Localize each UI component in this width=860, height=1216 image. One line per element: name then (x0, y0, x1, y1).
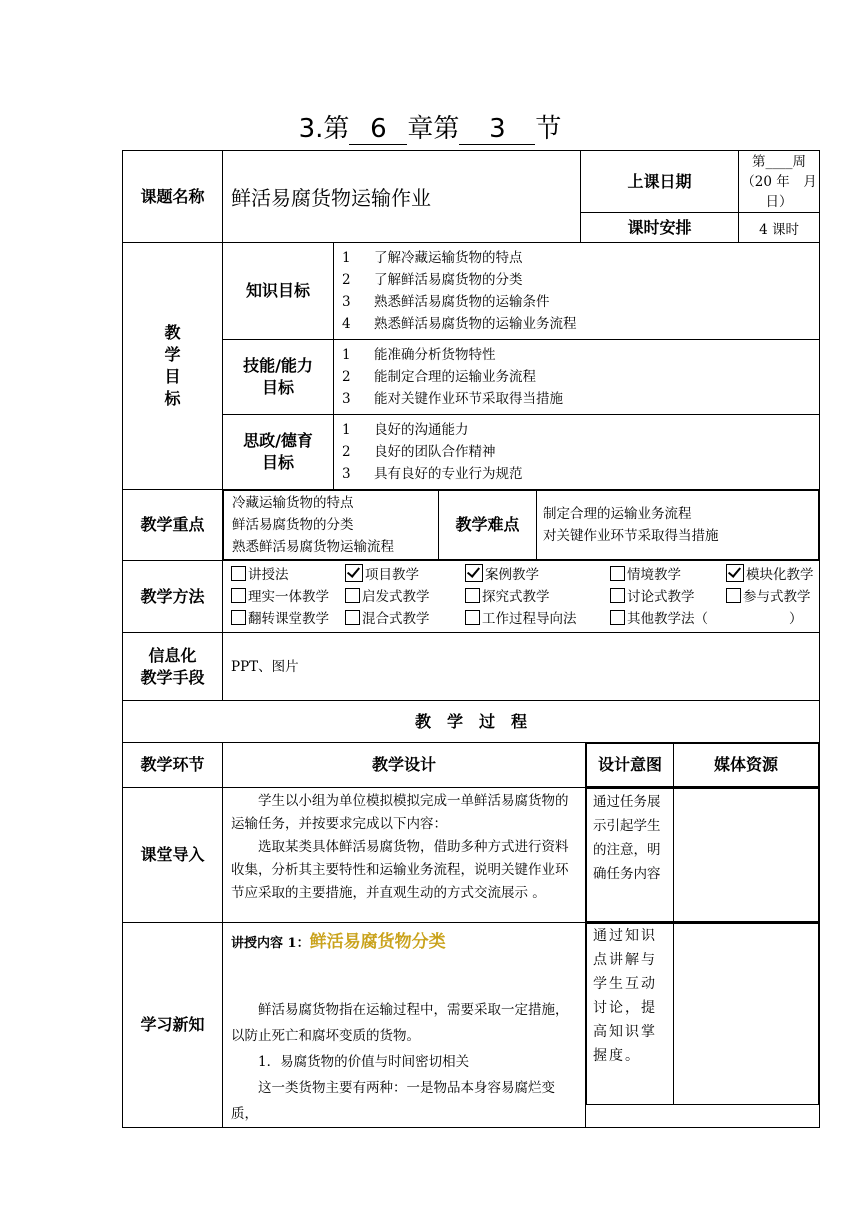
list-item: 3 熟悉鲜活易腐货物的运输条件 (342, 294, 550, 310)
knowledge-label: 知识目标 (223, 243, 334, 340)
hours-value: 4 课时 (739, 213, 820, 243)
method-label: 模块化教学 (746, 566, 814, 583)
intro-design: 学生以小组为单位模拟模拟完成一单鲜活易腐货物的运输任务，并按要求完成以下内容： 选取某类具体鲜活易腐货物，借助多种方式进行资料收集，分析其主要特性和运输业务流程，说明关键作业环节应采取的主要措施，并直观生动的方式交流展示 。 (223, 788, 586, 923)
focus-label: 教学重点 (123, 490, 223, 561)
checkbox-icon[interactable] (231, 566, 246, 581)
methods-row (231, 608, 819, 630)
skill-label: 技能/能力 目标 (223, 340, 334, 415)
checkbox-checked-icon[interactable] (345, 564, 363, 582)
lecture-label: 讲授内容 1： (231, 936, 310, 951)
process-heading: 教 学 过 程 (123, 701, 820, 743)
date-label: 上课日期 (581, 151, 739, 213)
moral-list (334, 415, 820, 490)
checkbox-icon[interactable] (345, 610, 360, 625)
list-item: 3 具有良好的专业行为规范 (342, 466, 523, 482)
checkbox-icon[interactable] (465, 610, 480, 625)
list-item: 4 熟悉鲜活易腐货物的运输业务流程 (342, 316, 577, 332)
checkbox-icon[interactable] (345, 588, 360, 603)
method-label: 理实一体教学 (248, 588, 329, 605)
checkbox-checked-icon[interactable] (726, 564, 744, 582)
checkbox-icon[interactable] (610, 610, 625, 625)
method-label: 讨论式教学 (627, 588, 695, 605)
method-label: 参与式教学 (743, 588, 811, 605)
difficulty-list: 制定合理的运输业务流程 对关键作业环节采取得当措施 (537, 491, 819, 560)
list-item: 1 了解冷藏运输货物的特点 (342, 250, 523, 266)
newknow-stage: 学习新知 (123, 923, 223, 1128)
method-option[interactable] (610, 608, 803, 630)
moral-label: 思政/德育 目标 (223, 415, 334, 490)
chapter-number: 6 (349, 114, 407, 145)
method-label: 启发式教学 (362, 588, 430, 605)
col-right-head (586, 743, 820, 788)
method-option[interactable] (345, 586, 465, 608)
objectives-label: 教 学 目 标 (123, 243, 223, 490)
method-label: 其他教学法（ ） (627, 610, 803, 627)
method-label: 探究式教学 (482, 588, 550, 605)
col-stage: 教学环节 (123, 743, 223, 788)
intro-stage: 课堂导入 (123, 788, 223, 923)
intro-media (674, 789, 819, 922)
method-option[interactable] (465, 586, 610, 608)
method-option[interactable] (231, 586, 345, 608)
checkbox-icon[interactable] (231, 610, 246, 625)
col-design: 教学设计 (223, 743, 586, 788)
focus-cell (223, 490, 820, 561)
method-option[interactable] (610, 564, 726, 586)
list-item: 1 能准确分析货物特性 (342, 347, 496, 363)
methods-row (231, 586, 819, 608)
method-option[interactable] (231, 564, 345, 586)
newknow-intent: 通过知识点讲解与学生互动讨论，提高知识掌握度。 (587, 924, 674, 1105)
newknow-right (586, 923, 820, 1128)
checkbox-icon[interactable] (465, 588, 480, 603)
method-option[interactable] (465, 564, 610, 586)
skill-list (334, 340, 820, 415)
lesson-plan-table (122, 150, 831, 1128)
col-intent: 设计意图 (587, 744, 674, 787)
date-line: （20 年 月 日） (741, 173, 831, 210)
methods-row (231, 564, 819, 586)
section-number: 3 (459, 114, 535, 145)
list-item: 2 了解鲜活易腐货物的分类 (342, 272, 523, 288)
method-option[interactable] (345, 564, 465, 586)
list-item: 1 良好的沟通能力 (342, 422, 469, 438)
list-item: 2 能制定合理的运输业务流程 (342, 369, 536, 385)
newknow-design: 讲授内容 1：鲜活易腐货物分类 鲜活易腐货物指在运输过程中，需要采取一定措施，以防止死亡和腐坏变质的货物。 1．易腐货物的价值与时间密切相关 这一类货物主要有两种：一是物品本身容易腐烂变质， (223, 923, 586, 1128)
intro-intent: 通过任务展示引起学生的注意，明确任务内容 (587, 789, 674, 922)
method-option[interactable] (465, 608, 610, 630)
course-label: 课题名称 (123, 151, 223, 243)
col-media: 媒体资源 (674, 744, 819, 787)
checkbox-icon[interactable] (231, 588, 246, 603)
title-middle: 章第 (407, 114, 460, 144)
date-week: 第____周 (752, 153, 807, 170)
method-label: 案例教学 (485, 566, 539, 583)
info-value: PPT、图片 (223, 633, 820, 701)
method-label: 工作过程导向法 (482, 610, 577, 627)
newknow-media (674, 924, 819, 1105)
intro-right (586, 788, 820, 923)
difficulty-label: 教学难点 (439, 491, 537, 560)
title-prefix: 3.第 (298, 114, 350, 144)
method-label: 讲授法 (248, 566, 289, 583)
method-option[interactable] (726, 564, 826, 586)
list-item: 2 良好的团队合作精神 (342, 444, 496, 460)
title-suffix: 节 (535, 114, 562, 144)
checkbox-checked-icon[interactable] (465, 564, 483, 582)
method-label: 混合式教学 (362, 610, 430, 627)
method-option[interactable] (345, 608, 465, 630)
focus-list: 冷藏运输货物的特点 鲜活易腐货物的分类 熟悉鲜活易腐货物运输流程 (224, 491, 439, 560)
date-value (739, 151, 831, 213)
checkbox-icon[interactable] (726, 588, 741, 603)
method-option[interactable] (231, 608, 345, 630)
method-label: 项目教学 (365, 566, 419, 583)
page-title (0, 108, 860, 145)
method-label: 翻转课堂教学 (248, 610, 329, 627)
method-option[interactable] (610, 586, 726, 608)
methods-label: 教学方法 (123, 561, 223, 633)
hours-label: 课时安排 (581, 213, 739, 243)
checkbox-icon[interactable] (610, 588, 625, 603)
knowledge-list (334, 243, 820, 340)
method-label: 情境教学 (627, 566, 681, 583)
method-option[interactable] (726, 586, 826, 608)
methods-grid (231, 564, 819, 630)
lecture-title: 鲜活易腐货物分类 (309, 932, 446, 952)
info-label: 信息化 教学手段 (123, 633, 223, 701)
methods-cell (223, 561, 820, 633)
course-name: 鲜活易腐货物运输作业 (223, 151, 581, 243)
checkbox-icon[interactable] (610, 566, 625, 581)
list-item: 3 能对关键作业环节采取得当措施 (342, 391, 563, 407)
